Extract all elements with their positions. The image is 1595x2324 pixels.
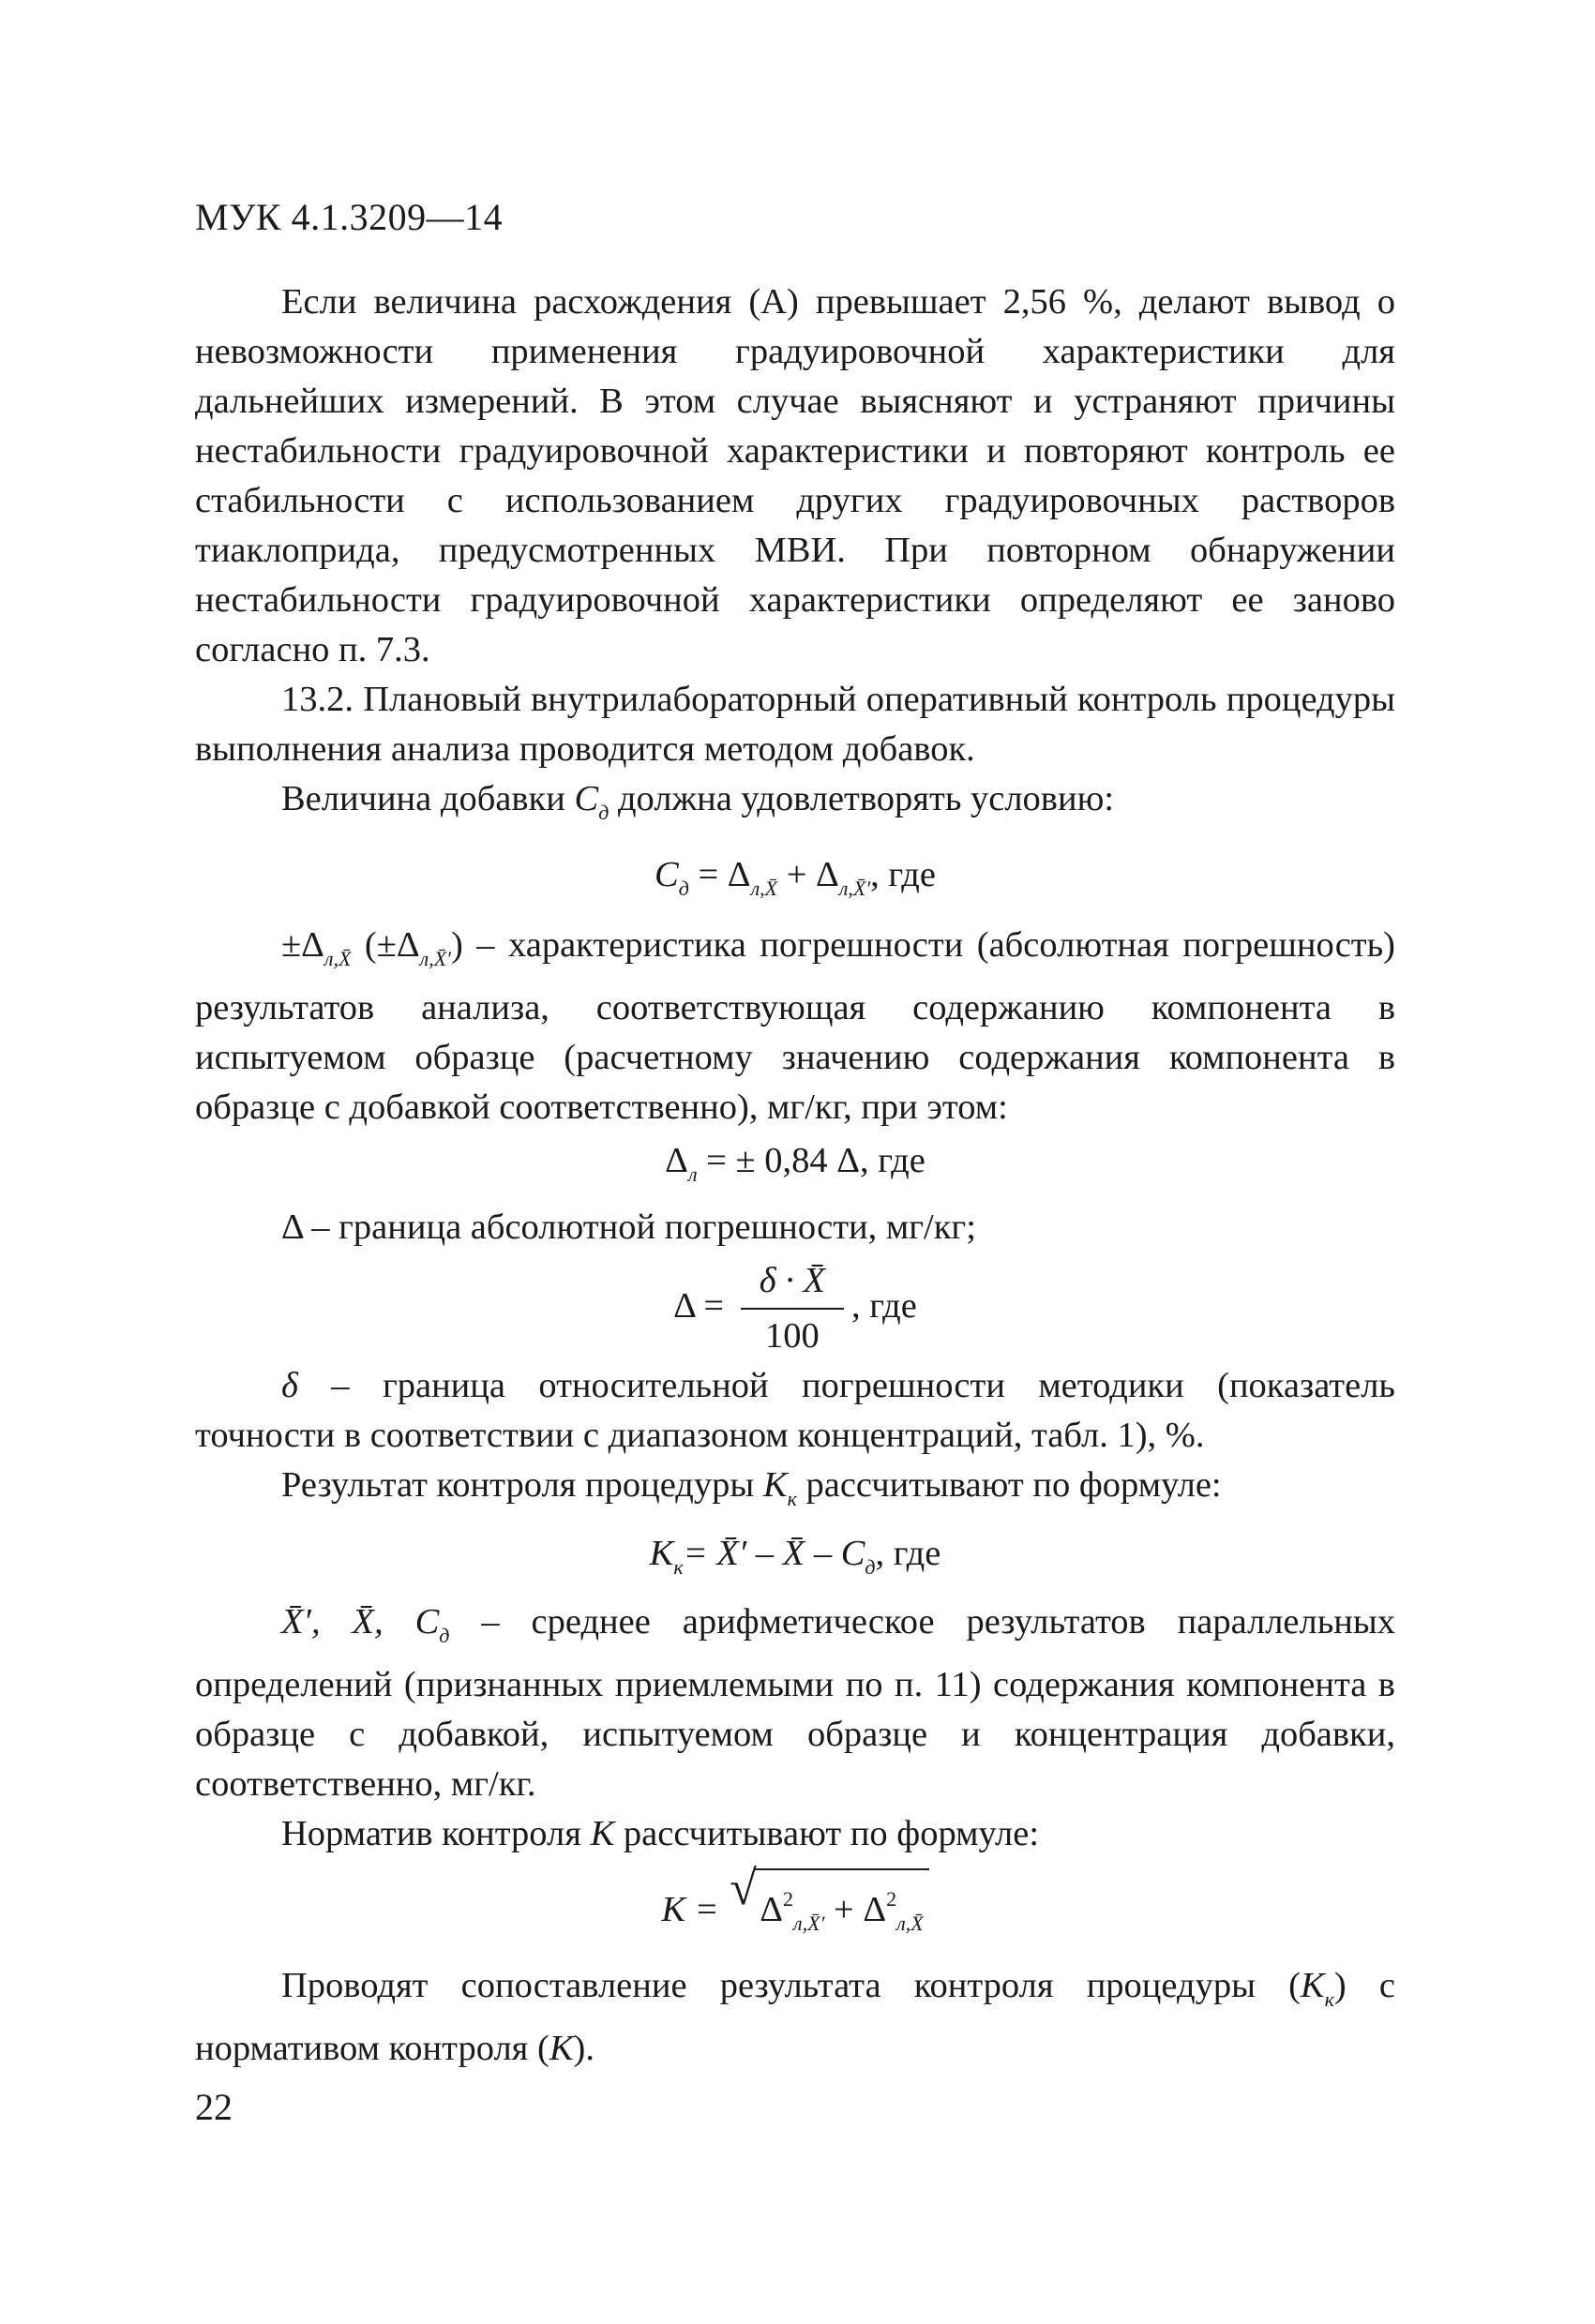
sqrt-expression: [728, 1862, 928, 1948]
fraction-numerator: δ · X̄: [741, 1256, 844, 1310]
text-fragment: (±Δ: [351, 925, 420, 965]
subscript: к: [1324, 1987, 1334, 2011]
formula-lhs: Δ =: [673, 1285, 733, 1326]
text-fragment: ) – характеристика погрешности (абсолютная погрешность) результатов анализа, соответствующая содержанию компонента в испытуемом образце (расчетному значению содержания компонента в образце с добавкой соответственно), мг/кг, при этом:: [195, 925, 1396, 1127]
text-fragment: должна удовлетворять условию:: [609, 779, 1115, 818]
formula-control-norm: [195, 1862, 1395, 1948]
formula-rhs: = X̄′ – X̄ – C: [683, 1534, 865, 1573]
var-c: C: [574, 779, 599, 818]
var-k: K: [590, 1814, 615, 1853]
text-fragment: рассчитывают по формуле:: [796, 1465, 1222, 1505]
paragraph-discrepancy: Если величина расхождения (А) превышает 2,56 %, делают вывод о невозможности применения градуировочной характеристики для дальнейших измерений. В этом случае выясняют и устраняют причины нестабильности градуировочной характеристики и повторяют контроль ее стабильности с использованием других градуировочных растворов тиаклоприда, предусмотренных МВИ. При повторном обнаружении нестабильности градуировочной характеристики определяют ее заново согласно п. 7.3.: [195, 282, 1395, 669]
formula-plus: + Δ: [777, 855, 839, 894]
formula-tail: , где: [870, 855, 936, 894]
subscript: д: [678, 877, 689, 900]
page-number: 22: [195, 2086, 233, 2128]
formula-lhs: Δ: [665, 1141, 688, 1180]
paragraph-control-norm: [195, 1809, 1395, 1859]
text-fragment: ).: [573, 2029, 594, 2068]
var-k: K: [762, 1465, 788, 1505]
var-k: K: [549, 2029, 574, 2068]
formula-tail: , где: [875, 1534, 941, 1573]
subscript: л,X̄: [896, 1912, 924, 1935]
paragraph-means-definition: [195, 1597, 1395, 1809]
var-delta: δ: [281, 1366, 298, 1405]
paragraph-delta-definition: Δ – граница абсолютной погрешности, мг/кг;: [281, 1207, 976, 1247]
formula-eq: = Δ: [688, 855, 751, 894]
subscript: к: [673, 1555, 684, 1579]
paragraph-control-result: [195, 1461, 1395, 1523]
paragraph-additive-condition: [195, 774, 1395, 837]
subscript: л,X̄′: [838, 877, 871, 900]
fraction: [741, 1256, 844, 1361]
formula-lhs: K: [649, 1534, 674, 1573]
paragraph-delta-relative: [195, 1361, 1395, 1461]
text-fragment: Результат контроля процедуры: [281, 1465, 763, 1505]
formula-term: Δ: [760, 1890, 784, 1929]
text-fragment: – среднее арифметическое результатов параллельных определений (признанных приемлемыми по п. 11) содержания компонента в образце с добавкой, испытуемом образце и концентрация добавки, соответственно, мг/кг.: [195, 1602, 1396, 1804]
text-fragment: Величина добавки: [281, 779, 575, 818]
text-fragment: ±Δ: [281, 925, 324, 965]
subscript: л,X̄: [750, 877, 778, 900]
subscript: д: [598, 801, 609, 824]
subscript: л,X̄: [324, 947, 352, 970]
formula-plus: + Δ: [824, 1890, 887, 1929]
vars: X̄′, X̄, C: [281, 1602, 440, 1642]
subscript: д: [439, 1624, 450, 1647]
paragraph-error-characteristic: [195, 921, 1395, 1132]
formula-delta-l: [195, 1136, 1395, 1199]
sqrt-radicand: [754, 1868, 928, 1948]
formula-control-result: [195, 1529, 1395, 1592]
paragraph-comparison: [195, 1961, 1395, 2074]
text-fragment: – граница относительной погрешности методики (показатель точности в соответствии с диапазоном концентраций, табл. 1), %.: [195, 1366, 1395, 1455]
text-fragment: Проводят сопоставление результата контроля процедуры (: [281, 1966, 1301, 2005]
superscript: 2: [886, 1887, 897, 1911]
subscript: л,X̄′: [793, 1912, 825, 1935]
formula-rhs: = ± 0,84 Δ, где: [697, 1141, 925, 1180]
subscript: д: [865, 1555, 876, 1579]
text-fragment: ) с нормативом контроля (: [195, 1966, 1395, 2068]
formula-tail: , где: [851, 1285, 917, 1326]
fraction-denominator: 100: [765, 1316, 820, 1356]
superscript: 2: [783, 1887, 794, 1911]
formula-delta: [195, 1256, 1395, 1361]
document-body: [195, 277, 1395, 2074]
subscript: л: [687, 1162, 698, 1186]
var-k: K: [1300, 1966, 1325, 2005]
formula-lhs: C: [655, 855, 679, 894]
sqrt-sign: √: [730, 1862, 757, 1915]
paragraph-section-13-2: 13.2. Плановый внутрилабораторный оперативный контроль процедуры выполнения анализа проводится методом добавок.: [195, 680, 1395, 769]
text-fragment: Норматив контроля: [281, 1814, 591, 1853]
document-code-header: МУК 4.1.3209—14: [195, 196, 504, 238]
subscript: л,X̄′: [419, 947, 451, 970]
formula-additive: [195, 850, 1395, 913]
subscript: к: [787, 1487, 797, 1510]
text-fragment: рассчитывают по формуле:: [614, 1814, 1040, 1853]
formula-lhs: K =: [661, 1890, 729, 1929]
